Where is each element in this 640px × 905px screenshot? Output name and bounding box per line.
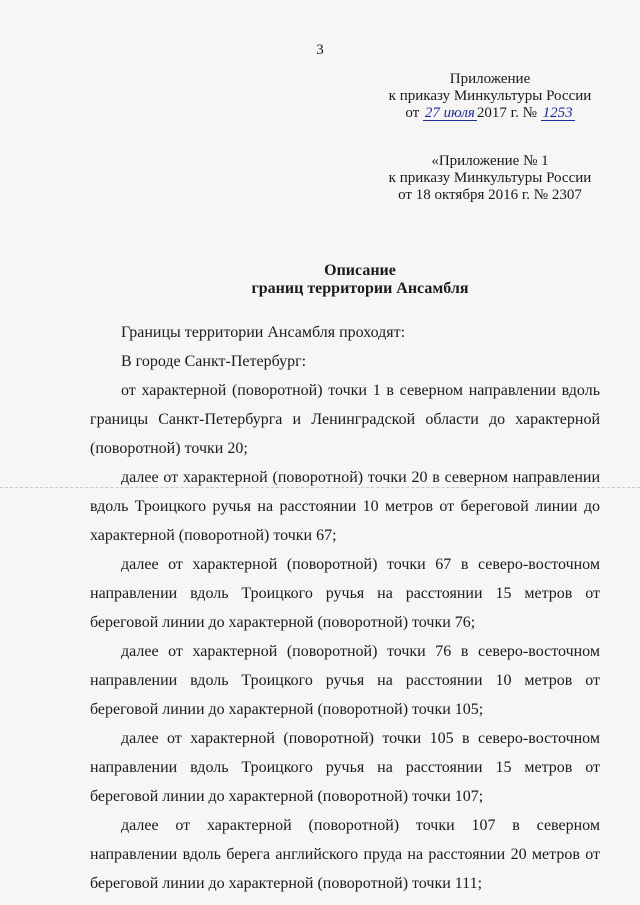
prev-annex-order-ref: к приказу Минкультуры России	[388, 170, 592, 186]
paragraph: от характерной (поворотной) точки 1 в северном направлении вдоль границы Санкт-Петербурга и Ленинградской области до характерной (поворотной) точки 20;	[90, 382, 600, 457]
title-line-1: Описание	[324, 262, 396, 279]
annex-year-no: 2017 г. №	[476, 105, 537, 121]
handwritten-date: 27 июля	[424, 105, 475, 121]
annex-title: Приложение	[449, 71, 531, 87]
prev-annex-title: «Приложение № 1	[431, 153, 549, 169]
annex-date-prefix: от	[405, 105, 420, 121]
document-body	[90, 318, 600, 898]
document-title	[0, 262, 640, 298]
title-line-2: границ территории Ансамбля	[251, 280, 469, 297]
paragraph: далее от характерной (поворотной) точки 76 в северо-восточном направлении вдоль Троицкого ручья на расстоянии 10 метров от береговой линии до характерной (поворотной) точки 105;	[90, 643, 600, 718]
annex-order-date-line	[340, 105, 640, 122]
paragraph: далее от характерной (поворотной) точки 67 в северо-восточном направлении вдоль Троицкого ручья на расстоянии 15 метров от береговой линии до характерной (поворотной) точки 76;	[90, 556, 600, 631]
paragraph: далее от характерной (поворотной) точки 20 в северном направлении вдоль Троицкого ручья на расстоянии 10 метров от береговой линии до характерной (поворотной) точки 67;	[90, 469, 600, 544]
page-number: 3	[316, 42, 324, 58]
prev-annex-order-date: от 18 октября 2016 г. № 2307	[398, 187, 582, 203]
handwritten-order-number: 1253	[542, 105, 573, 121]
paragraph: Границы территории Ансамбля проходят:	[121, 324, 406, 341]
annex-order-ref: к приказу Минкультуры России	[388, 88, 592, 104]
paragraph: далее от характерной (поворотной) точки 107 в северном направлении вдоль берега английского пруда на расстоянии 20 метров от береговой линии до характерной (поворотной) точки 111;	[90, 817, 600, 892]
previous-annex-header	[340, 153, 640, 204]
annex-header	[340, 71, 640, 122]
paragraph: В городе Санкт-Петербург:	[121, 353, 307, 370]
paragraph: далее от характерной (поворотной) точки 105 в северо-восточном направлении вдоль Троицкого ручья на расстоянии 15 метров от береговой линии до характерной (поворотной) точки 107;	[90, 730, 600, 805]
